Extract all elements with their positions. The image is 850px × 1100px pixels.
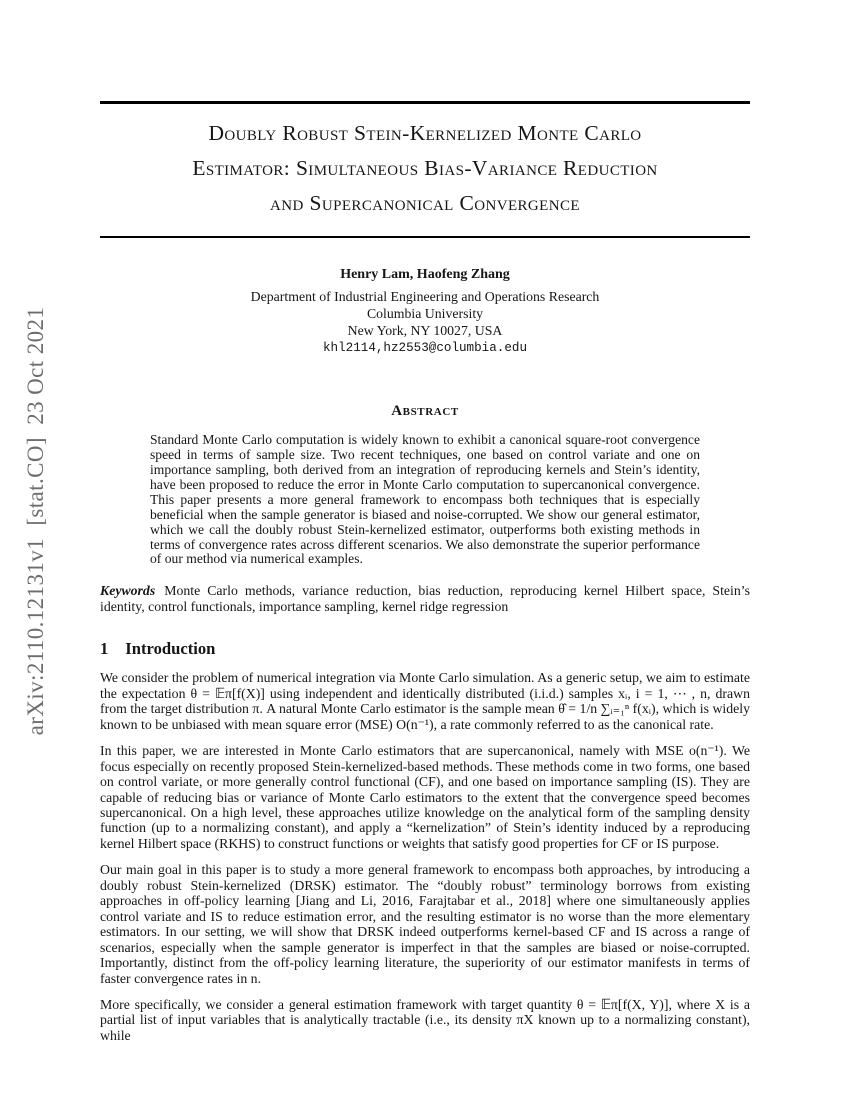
abstract-heading: Abstract bbox=[391, 403, 459, 420]
section-heading-introduction bbox=[100, 639, 750, 659]
paper-title-line-1: Doubly Robust Stein-Kernelized Monte Carlo bbox=[208, 120, 642, 145]
section-title: Introduction bbox=[125, 639, 216, 659]
keywords-block bbox=[100, 583, 750, 614]
paragraph-3: Our main goal in this paper is to study a more general framework to encompass both approaches, by introducing a doubly robust Stein-kernelized (DRSK) estimator. The “doubly robust” terminology borrows from existing approaches in off-policy learning [Jiang and Li, 2016, Farajtabar et al., 2018] where one simultaneously applies control variate and IS to reduce estimation error, and the resulting estimator is no worse than the more elementary estimators. In our setting, we will show that DRSK indeed outperforms kernel-based CF and IS across a range of scenarios, especially when the sample generator is imperfect in that the samples are biased or noise-corrupted. Importantly, distinct from the off-policy learning literature, the superiority of our estimator manifests in terms of faster convergence rates in n. bbox=[100, 862, 750, 986]
section-number: 1 bbox=[100, 639, 109, 659]
author-block bbox=[100, 266, 750, 357]
title-rule-bottom bbox=[100, 236, 750, 239]
title-rule-top bbox=[100, 101, 750, 104]
keywords-label: Keywords bbox=[100, 583, 156, 599]
keywords-text: Monte Carlo methods, variance reduction, bias reduction, reproducing kernel Hilbert space, Stein’s identity, control functionals, importance sampling, kernel ridge regression bbox=[100, 583, 750, 614]
paper-content bbox=[100, 0, 750, 1043]
author-email: khl2114,hz2553@columbia.edu bbox=[322, 341, 528, 356]
paragraph-2: In this paper, we are interested in Monte Carlo estimators that are supercanonical, namely with MSE o(n⁻¹). We focus especially on recently proposed Stein-kernelized-based methods. These methods come in two forms, one based on control variate, or more generally control functional (CF), and one based on importance sampling (IS). They are capable of reducing bias or variance of Monte Carlo estimators to the extent that the convergence speed becomes supercanonical. On a high level, these approaches utilize knowledge on the analytical form of the sampling density function (up to a normalizing constant), and apply a “kernelization” of Stein’s identity induced by a reproducing kernel Hilbert space (RKHS) to construct functions or weights that satisfy good properties for CF or IS purpose. bbox=[100, 743, 750, 851]
abstract-text: Standard Monte Carlo computation is widely known to exhibit a canonical square-root convergence speed in terms of sample size. Two recent techniques, one based on control variate and one on importance sampling, both derived from an integration of reproducing kernels and Stein’s identity, have been proposed to reduce the error in Monte Carlo computation to supercanonical convergence. This paper presents a more general framework to encompass both techniques that is especially beneficial when the sample generator is biased and noise-corrupted. We show our general estimator, which we call the doubly robust Stein-kernelized estimator, outperforms both existing methods in terms of convergence rates across different scenarios. We also demonstrate the superior performance of our method via numerical examples. bbox=[150, 432, 700, 567]
paragraph-1: We consider the problem of numerical integration via Monte Carlo simulation. As a generic setup, we aim to estimate the expectation θ = 𝔼π[f(X)] using independent and identically distributed (i.i.d.) samples xᵢ, i = 1, ⋯ , n, drawn from the target distribution π. A natural Monte Carlo estimator is the sample mean θ̂ = 1/n ∑ᵢ₌₁ⁿ f(xᵢ), which is widely known to be unbiased with mean square error (MSE) O(n⁻¹), a rate commonly referred to as the canonical rate. bbox=[100, 670, 750, 732]
paragraph-4: More specifically, we consider a general estimation framework with target quantity θ = 𝔼π[f(X, Y)], where X is a partial list of input variables that is analytically tractable (i.e., its density πX known up to a normalizing constant), while bbox=[100, 996, 750, 1043]
author-university: Columbia University bbox=[366, 306, 484, 322]
paper-title-line-2: Estimator: Simultaneous Bias-Variance Reduction bbox=[192, 155, 658, 180]
author-names: Henry Lam, Haofeng Zhang bbox=[340, 267, 510, 283]
paper-title bbox=[100, 116, 750, 221]
arxiv-watermark: arXiv:2110.12131v1 [stat.CO] 23 Oct 2021 bbox=[23, 306, 48, 736]
author-department: Department of Industrial Engineering and Operations Research bbox=[250, 289, 600, 305]
author-address: New York, NY 10027, USA bbox=[347, 323, 503, 339]
paper-title-line-3: and Supercanonical Convergence bbox=[270, 190, 580, 215]
